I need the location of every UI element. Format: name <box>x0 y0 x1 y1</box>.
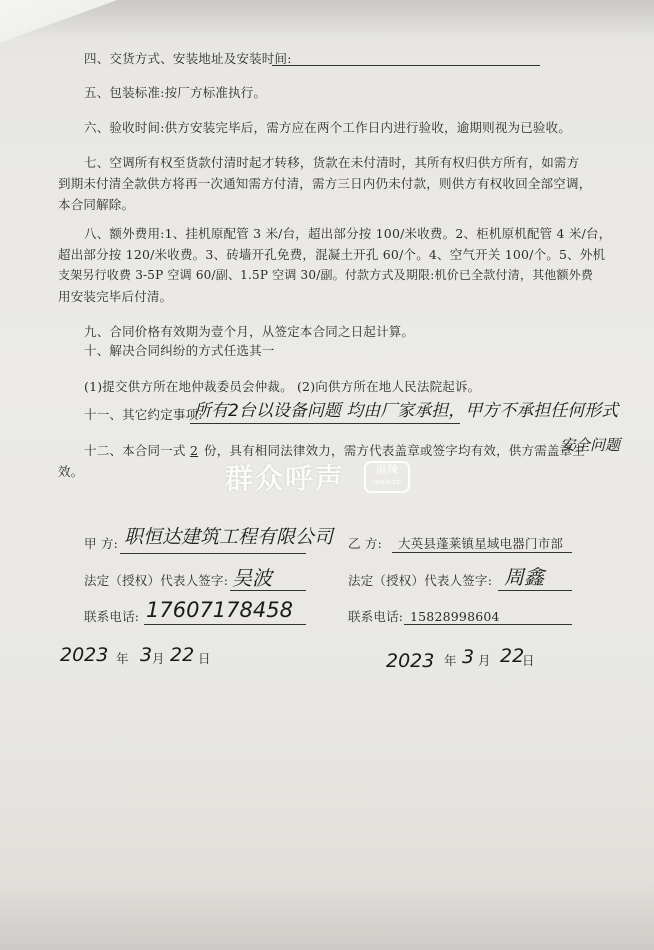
party-a-date-day: 22 <box>170 644 195 666</box>
watermark-text: 群众呼声 <box>225 462 346 495</box>
watermark-logo <box>364 461 410 493</box>
clause-12-end: 效。 <box>58 464 84 479</box>
party-b-rep-signature: 周鑫 <box>504 565 544 589</box>
party-b-name: 大英县蓬莱镇星域电器门市部 <box>398 536 564 551</box>
clause-12-part-a: 十二、本合同一式 <box>84 443 186 458</box>
party-a-rep-signature: 吴波 <box>232 566 272 590</box>
other-terms-line <box>190 423 460 424</box>
party-b-rep-line <box>498 590 572 591</box>
clause-6: 六、验收时间:供方安装完毕后，需方应在两个工作日内进行验收，逾期则视为已验收。 <box>84 120 572 135</box>
party-a-date-yue: 月 <box>152 651 165 666</box>
clause-10: 十、解决合同纠纷的方式任选其一 <box>84 343 275 358</box>
party-a-rep-label: 法定（授权）代表人签字: <box>84 573 229 588</box>
clause-7-line-3: 本合同解除。 <box>58 197 135 212</box>
party-b-name-line <box>392 552 572 553</box>
party-a-name: 职恒达建筑工程有限公司 <box>124 526 334 548</box>
clause-11: 十一、其它约定事项: <box>84 407 203 422</box>
party-a-date-year: 2023 <box>60 644 109 666</box>
clause-10-options: (1)提交供方所在地仲裁委员会仲裁。 (2)向供方所在地人民法院起诉。 <box>84 379 481 394</box>
party-a-date-nian: 年 <box>116 651 129 666</box>
clause-7-line-2: 到期未付清全款供方将再一次通知需方付清，需方三日内仍未付款，则供方有权收回全部空调， <box>58 176 592 191</box>
party-a-label: 甲 方: <box>84 536 118 551</box>
party-b-date-yue: 月 <box>478 653 491 668</box>
party-a-phone: 17607178458 <box>146 598 293 622</box>
page-corner <box>0 0 120 50</box>
clause-8-line-2: 超出部分按 120/米收费。3、砖墙开孔免费，混凝土开孔 60/个。4、空气开关 100/个。5、外机 <box>58 247 606 262</box>
party-a-date-ri: 日 <box>198 651 211 666</box>
party-b-date-day: 22 <box>500 645 525 667</box>
party-b-label: 乙 方: <box>348 536 382 551</box>
clause-8-line-4: 用安装完毕后付清。 <box>58 289 173 304</box>
clause-12-part-b: 份，具有相同法律效力，需方代表盖章或签字均有效，供方需盖章生 <box>204 443 586 458</box>
party-b-rep-label: 法定（授权）代表人签字: <box>348 573 493 588</box>
page-bottom-shadow <box>0 880 654 950</box>
clause-8-line-1: 八、额外费用:1、挂机原配管 3 米/台，超出部分按 100/米收费。2、柜机原机配管 4 米/台， <box>84 226 612 241</box>
party-a-rep-line <box>230 590 306 591</box>
other-terms-handwriting: 所有2台以设备问题 均由厂家承担，甲方不承担任何形式 <box>194 401 619 421</box>
party-a-name-line <box>120 553 306 554</box>
party-a-phone-line <box>144 624 306 625</box>
install-address-line <box>272 65 540 66</box>
clause-12-copies: 2 <box>190 443 199 458</box>
clause-8-line-3: 支架另行收费 3-5P 空调 60/副、1.5P 空调 30/副。付款方式及期限:机价已全款付清，其他额外费 <box>58 268 594 282</box>
party-a-phone-label: 联系电话: <box>84 609 140 624</box>
party-b-phone: 15828998604 <box>410 609 500 624</box>
party-b-phone-line <box>404 624 572 625</box>
party-b-date-month: 3 <box>462 646 475 668</box>
watermark-logo-top: 麻辣 <box>376 463 398 476</box>
clause-5: 五、包装标准:按厂方标准执行。 <box>84 85 267 100</box>
party-a-date-month: 3 <box>140 644 153 666</box>
clause-7-line-1: 七、空调所有权至货款付清时起才转移，货款在未付清时，其所有权归供方所有，如需方 <box>84 155 580 170</box>
party-b-phone-label: 联系电话: <box>348 609 404 624</box>
party-b-date-ri: 日 <box>522 653 535 668</box>
clause-12-handwriting: 安全问题 <box>560 436 621 454</box>
clause-9: 九、合同价格有效期为壹个月，从签定本合同之日起计算。 <box>84 324 415 339</box>
party-b-date-nian: 年 <box>444 653 457 668</box>
clause-4: 四、交货方式、安装地址及安装时间: <box>84 51 292 66</box>
party-b-date-year: 2023 <box>386 650 435 672</box>
watermark-logo-bottom: mala.cn <box>373 478 401 486</box>
